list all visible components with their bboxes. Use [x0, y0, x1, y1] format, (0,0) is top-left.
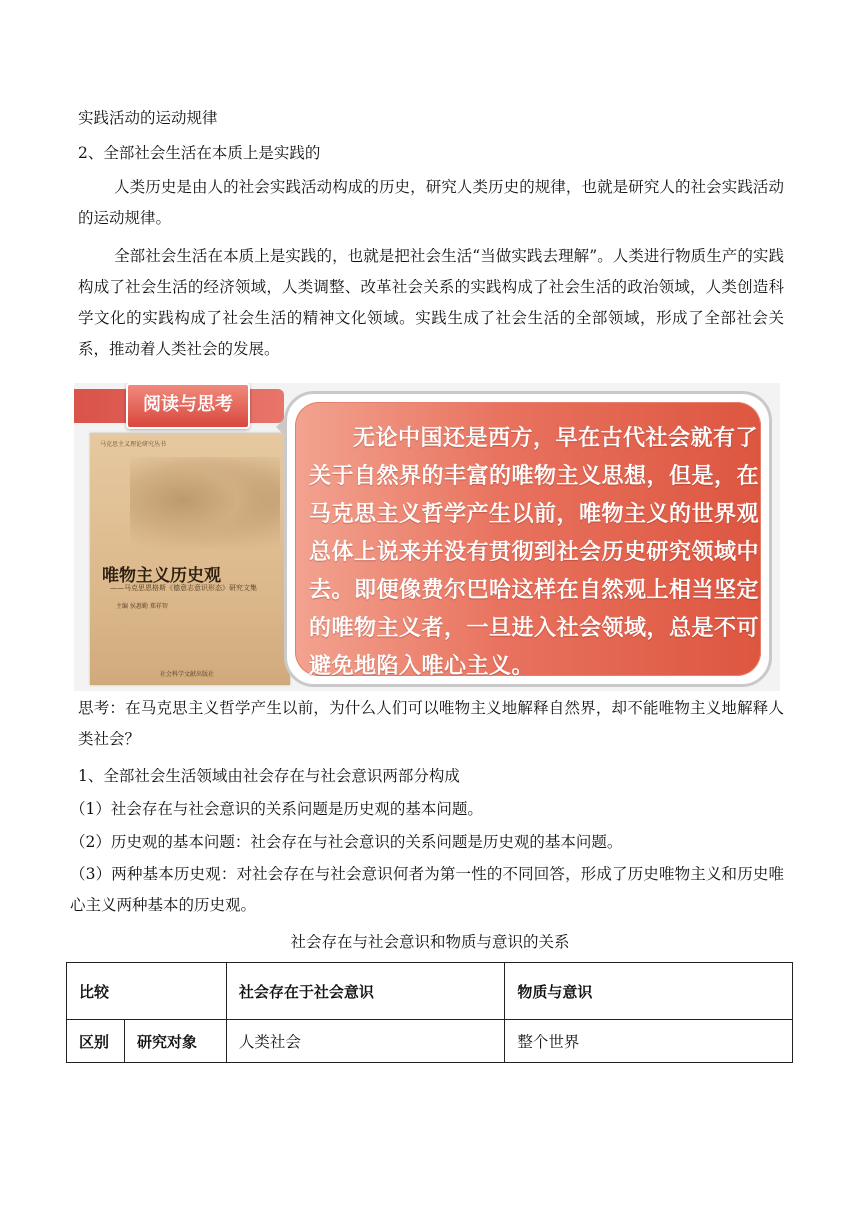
table-cell: 区别: [67, 1020, 125, 1063]
book-cover: [90, 433, 290, 685]
list-item: （1）社会存在与社会意识的关系问题是历史观的基本问题。: [70, 800, 483, 818]
table-cell: 研究对象: [124, 1020, 226, 1063]
book-series: 马克思主义理论研究丛书: [100, 441, 167, 448]
table-cell: 人类社会: [226, 1020, 505, 1063]
paragraph-2: [78, 241, 784, 365]
section-heading: 1、全部社会生活领域由社会存在与社会意识两部分构成: [78, 767, 460, 785]
book-publisher: 社会科学文献出版社: [160, 671, 215, 678]
paragraph-1: [78, 172, 784, 234]
header-cell: 社会存在于社会意识: [226, 963, 505, 1020]
book-title: 唯物主义历史观: [102, 566, 221, 586]
book-subtitle: ——马克思恩格斯《德意志意识形态》研究文集: [110, 584, 257, 592]
think-question: 思考：在马克思主义哲学产生以前，为什么人们可以唯物主义地解释自然界，却不能唯物主义地解释人类社会？: [78, 699, 784, 748]
comparison-table: [66, 962, 793, 1063]
portrait-image: [130, 457, 280, 553]
speech-bubble: [284, 391, 772, 687]
table-caption: 社会存在与社会意识和物质与意识的关系: [290, 933, 570, 951]
header-cell: 比较: [67, 963, 227, 1020]
banner-label: 阅读与思考: [126, 383, 250, 429]
bubble-fill: [295, 402, 761, 679]
reading-figure: [74, 383, 780, 691]
bubble-text-block: [309, 420, 759, 686]
list-item: （2）历史观的基本问题：社会存在与社会意识的关系问题是历史观的基本问题。: [70, 833, 623, 851]
header-cell: 物质与意识: [505, 963, 793, 1020]
table-header-row: [67, 963, 793, 1020]
heading-2: 2、全部社会生活在本质上是实践的: [78, 144, 321, 162]
text-line: 实践活动的运动规律: [78, 109, 218, 127]
bubble-text: 无论中国还是西方，早在古代社会就有了关于自然界的丰富的唯物主义思想，但是，在马克思主义哲学产生以前，唯物主义的世界观总体上说来并没有贯彻到社会历史研究领域中去。即便像费尔巴哈这样在自然观上相当坚定的唯物主义者，一旦进入社会领域，总是不可避免地陷入唯心主义。: [309, 426, 760, 679]
table-row: [67, 1020, 793, 1063]
paragraph-2-text: 全部社会生活在本质上是实践的，也就是把社会生活“当做实践去理解”。人类进行物质生产的实践构成了社会生活的经济领域，人类调整、改革社会关系的实践构成了社会生活的政治领域，人类创造科学文化的实践构成了社会生活的精神文化领域。实践生成了社会生活的全部领域，形成了全部社会关系，推动着人类社会的发展。: [78, 247, 784, 358]
list-item: （3）两种基本历史观：对社会存在与社会意识何者为第一性的不同回答，形成了历史唯物主义和历史唯心主义两种基本的历史观。: [70, 865, 784, 914]
book-editors: 主编 侯惠勤 郑祥智: [116, 603, 168, 610]
table-cell: 整个世界: [505, 1020, 793, 1063]
paragraph-1-text: 人类历史是由人的社会实践活动构成的历史，研究人类历史的规律，也就是研究人的社会实践活动的运动规律。: [78, 178, 784, 227]
